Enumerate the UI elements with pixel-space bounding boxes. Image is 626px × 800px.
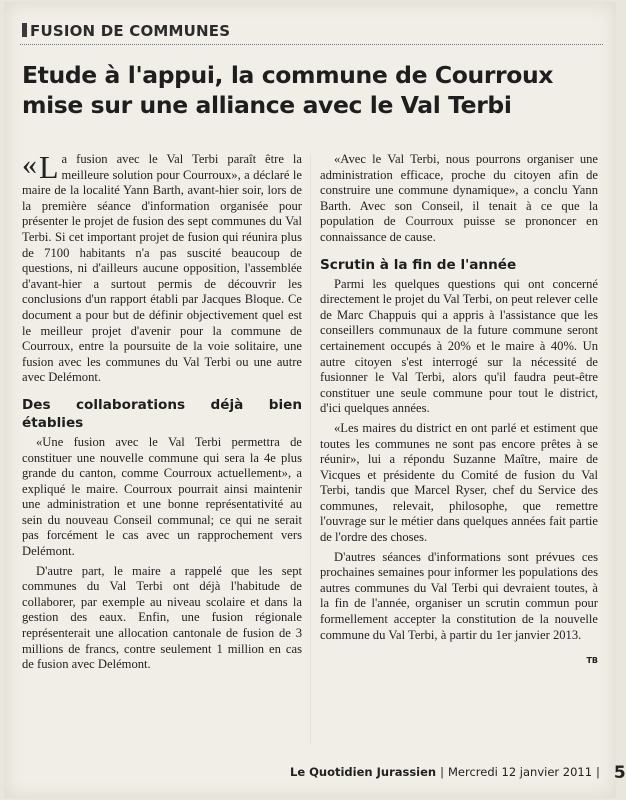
left-column — [22, 148, 302, 673]
subhead-scrutin: Scrutin à la fin de l'année — [320, 256, 517, 273]
section-rubric — [22, 22, 230, 40]
newspaper-name: Le Quotidien Jurassien — [290, 765, 437, 779]
subhead-collaborations: Des collaborations déjà bien établies — [22, 396, 302, 431]
paragraph-seances: D'autres séances d'informations sont prévues ces prochaines semaines pour informer les populations des autres communes du Val Terbi qui devraient toutes, à la fin de l'année, organiser un scrutin commun pour formellement accepter la constitution de la nouvelle commune du Val Terbi, à partir du 1er janvier 2013. — [320, 549, 598, 642]
page-number: 5 — [613, 763, 626, 783]
author-byline: TB — [586, 656, 598, 666]
column-separator — [310, 155, 311, 745]
page-separator: | — [596, 765, 600, 779]
paragraph-fusion-benefits: «Une fusion avec le Val Terbi permettra de constituer une nouvelle commune qui sera la 4e plus grande du canton, comme Courroux actuellement», a expliqué le maire. Courroux pourrait ainsi maintenir une administration et une bonne représentativité au sein du nouveau Conseil communal; ce qui ne serait pas forcément le cas avec un rapprochement vers Delémont. — [22, 434, 302, 559]
paragraph-collaboration: D'autre part, le maire a rappelé que les sept communes du Val Terbi ont déjà l'habitude de collaborer, par exemple au niveau scolaire et dans la gestion des eaux. Enfin, une fusion régionale représenterait une allocation cantonale de fusion de 3 millions de francs, contre seulement 1 million en cas de fusion avec Delémont. — [22, 563, 302, 672]
paragraph-maires: «Les maires du district en ont parlé et estiment que toutes les communes ne sont pas encore prêtes à se réunir», lui a répondu Suzanne Maître, maire de Vicques et présidente du Comité de fusion du Val Terbi, tandis que Marcel Ryser, chef du Service des communes, relevait, philosophe, que remettre l'ouvrage sur le métier dans quelques années fait partie de l'ordre des choses. — [320, 420, 598, 545]
footer-separator: | — [440, 765, 444, 779]
page-footer — [290, 763, 626, 783]
rubric-divider — [20, 44, 603, 45]
headline-line-2: mise sur une alliance avec le Val Terbi — [22, 91, 512, 119]
paragraph-conclusion: «Avec le Val Terbi, nous pourrons organiser une administration efficace, proche du citoyen afin de construire une commune dynamique», a conclu Yann Barth. Avec son Conseil, il tenait à ce que la population de Courroux puisse se prononcer en connaissance de cause. — [320, 152, 598, 244]
rubric-marker-icon — [22, 23, 27, 37]
opening-quote: « — [22, 148, 37, 181]
intro-text: a fusion avec le Val Terbi paraît être la meilleure solution pour Courroux», a déclaré le maire de la localité Yann Barth, avant-hier soir, lors de la première séance d'information organisée pour présenter le projet de fusion des sept communes du Val Terbi. Si cet important projet de fusion qui réunira plus de 7100 habitants n'a pas suscité beaucoup de questions, ni d'ailleurs aucune opposition, l'assemblée d'avant-hier a surtout permis de découvrir les conclusions d'un rapport établi par Jacques Bloque. Ce document a pour but de définir objectivement quel est le meilleur projet d'avenir pour la commune de Courroux, entre la poursuite de la voie solitaire, une fusion avec les communes du Val Terbi ou une autre avec Delémont. — [22, 152, 302, 385]
headline-line-1: Etude à l'appui, la commune de Courroux — [22, 61, 554, 89]
paragraph-questions: Parmi les quelques questions qui ont concerné directement le projet du Val Terbi, on peut relever celle de Marc Chappuis qui a appris à l'assistance que les conseillers communaux de la future commune seront certainement occupés à 20% et le maire à 40%. Un autre citoyen s'est interrogé sur la nécessité de fusionner le Val Terbi, alors qu'il faudra peut-être constituer une seule commune pour tout le district, d'ici quelques années. — [320, 276, 598, 416]
issue-date: Mercredi 12 janvier 2011 — [448, 765, 593, 779]
right-column — [320, 152, 598, 669]
dropcap-letter: L — [39, 149, 59, 185]
article-headline — [22, 60, 602, 120]
intro-paragraph — [22, 148, 302, 386]
rubric-label: FUSION DE COMMUNES — [30, 22, 231, 40]
